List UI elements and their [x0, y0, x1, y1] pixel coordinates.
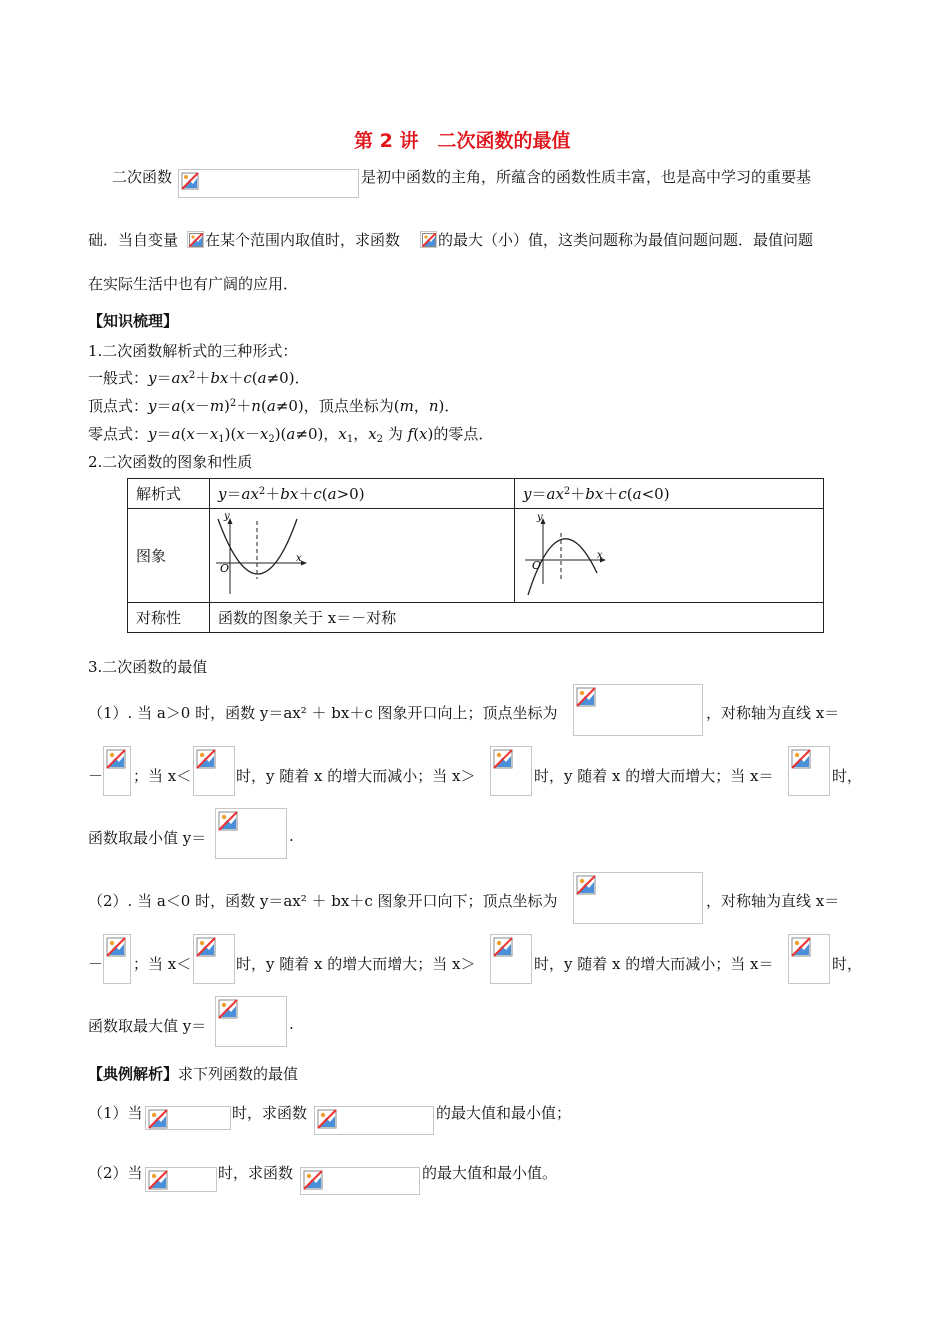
p1-line-2e: 时， [832, 767, 863, 785]
formula-image [490, 746, 532, 796]
p2-line-2c: 时，y 随着 x 的增大而增大；当 x＞ [236, 955, 476, 973]
graph-label-origin: O [220, 562, 230, 575]
properties-table [127, 478, 824, 633]
intro-line-3: 在实际生活中也有广阔的应用． [88, 275, 299, 293]
vertex-form-label: 顶点式： [88, 397, 149, 415]
ex1-a: （1）当 [88, 1104, 143, 1122]
graph-label-y: y [537, 512, 543, 523]
vertex-form-tail: ，顶点坐标为( [303, 397, 400, 415]
examples-heading [88, 1063, 298, 1084]
intro-line-2a: 础．当自变量 [88, 231, 179, 249]
k3-heading: 3.二次函数的最值 [88, 658, 208, 676]
intro-line-1a: 二次函数 [112, 168, 173, 186]
intro-line-2b: 在某个范围内取值时，求函数 [205, 231, 401, 249]
formula-image [193, 746, 235, 796]
intro-line-2c: 的最大（小）值，这类问题称为最值问题问题．最值问题 [438, 231, 814, 249]
zero-form-wei: 为 [387, 425, 403, 443]
graph-label-origin: O [532, 559, 542, 572]
broken-image-icon [148, 1170, 168, 1190]
p2-line-3: 函数取最大值 y＝ [88, 1017, 207, 1035]
broken-image-icon [189, 233, 203, 247]
graph-cell-down [515, 509, 824, 603]
broken-image-icon [317, 1109, 337, 1129]
broken-image-icon [493, 937, 513, 957]
formula-image [145, 1167, 217, 1192]
upward-parabola-graph [210, 509, 320, 598]
broken-image-icon [493, 749, 513, 769]
formula-image [193, 934, 235, 984]
expression-a-negative: $y=ax^2+bx+c(a<0)$ [515, 479, 824, 509]
p1-line-3: 函数取最小值 y＝ [88, 829, 207, 847]
broken-image-icon [196, 937, 216, 957]
p1-minus: － [88, 767, 104, 785]
broken-image-icon [218, 811, 238, 831]
examples-heading-tail: 求下列函数的最值 [178, 1065, 299, 1083]
section-heading-knowledge: 【知识梳理】 [88, 312, 179, 330]
broken-image-icon [303, 1170, 323, 1190]
graph-label-y: y [224, 511, 230, 522]
ex2-a: （2）当 [88, 1164, 143, 1182]
p2-line-1a: （2）. 当 a＜0 时，函数 y＝ax² ＋ bx＋c 图象开口向下；顶点坐标为 [88, 892, 558, 910]
p1-line-1a: （1）. 当 a＞0 时，函数 y＝ax² ＋ bx＋c 图象开口向上；顶点坐标为 [88, 704, 558, 722]
zero-form-tail: 的零点． [433, 425, 494, 443]
ex1-c: 的最大值和最小值； [436, 1104, 572, 1122]
downward-parabola-graph [515, 509, 615, 598]
symmetry-text: 函数的图象关于 x＝－对称 [210, 603, 824, 633]
vertex-form: 顶点式：$y=a(x-m)^2+n(a\ne 0)$，顶点坐标为(m，n)． [88, 397, 460, 415]
table-row [128, 479, 824, 509]
p1-period: . [289, 827, 294, 845]
formula-image [215, 808, 287, 859]
zero-form: 零点式：$y=a(x-x_1)(x-x_2)(a\ne 0)$，$x_1$，$x_2$ 为 f(x)的零点． [88, 425, 494, 445]
page-title: 第 2 讲 二次函数的最值 [354, 130, 571, 152]
table-row [128, 509, 824, 603]
formula-image [300, 1167, 420, 1195]
row-label-graph: 图象 [128, 509, 210, 603]
ex2-c: 的最大值和最小值。 [422, 1164, 558, 1182]
zero-form-label: 零点式： [88, 425, 149, 443]
table-row [128, 603, 824, 633]
formula-image [215, 996, 287, 1047]
broken-image-icon [791, 937, 811, 957]
section-heading-examples: 【典例解析】 [88, 1065, 179, 1083]
ex1-b: 时，求函数 [232, 1104, 308, 1122]
intro-line-1b: 是初中函数的主角，所蕴含的函数性质丰富，也是高中学习的重要基 [361, 168, 812, 186]
graph-label-x: x [296, 553, 302, 564]
p2-line-1b: ，对称轴为直线 x＝ [706, 892, 840, 910]
formula-image [314, 1106, 434, 1135]
k2-heading: 2.二次函数的图象和性质 [88, 453, 253, 471]
row-label-symmetry: 对称性 [128, 603, 210, 633]
p2-line-2e: 时， [832, 955, 863, 973]
formula-image [573, 872, 703, 924]
p1-line-2d: 时，y 随着 x 的增大而增大；当 x＝ [534, 767, 774, 785]
p2-line-2b: ；当 x＜ [133, 955, 192, 973]
broken-image-icon [422, 233, 436, 247]
formula-image [490, 934, 532, 984]
broken-image-icon [106, 749, 126, 769]
broken-image-icon [218, 999, 238, 1019]
formula-image [420, 231, 437, 248]
broken-image-icon [148, 1109, 168, 1129]
formula-image [788, 934, 830, 984]
p1-line-2c: 时，y 随着 x 的增大而减小；当 x＞ [236, 767, 476, 785]
graph-label-x: x [597, 550, 603, 561]
p1-line-2b: ；当 x＜ [133, 767, 192, 785]
p2-period: . [289, 1015, 294, 1033]
expression-a-positive: $y=ax^2+bx+c(a>0)$ [210, 479, 515, 509]
formula-image [178, 169, 359, 198]
formula-image [187, 231, 204, 248]
graph-cell-up [210, 509, 515, 603]
formula-image [788, 746, 830, 796]
formula-image [103, 934, 131, 984]
broken-image-icon [181, 172, 199, 190]
general-form-label: 一般式： [88, 369, 149, 387]
general-form: 一般式：$y=ax^2+bx+c(a\ne 0)$． [88, 369, 310, 387]
broken-image-icon [576, 687, 596, 707]
formula-image [145, 1106, 231, 1130]
formula-image [573, 684, 703, 736]
ex2-b: 时，求函数 [218, 1164, 294, 1182]
row-label-expression: 解析式 [128, 479, 210, 509]
broken-image-icon [576, 875, 596, 895]
p2-line-2d: 时，y 随着 x 的增大而减小；当 x＝ [534, 955, 774, 973]
formula-image [103, 746, 131, 796]
broken-image-icon [791, 749, 811, 769]
k1-heading: 1.二次函数解析式的三种形式： [88, 342, 298, 360]
p2-minus: － [88, 955, 104, 973]
broken-image-icon [196, 749, 216, 769]
broken-image-icon [106, 937, 126, 957]
p1-line-1b: ，对称轴为直线 x＝ [706, 704, 840, 722]
